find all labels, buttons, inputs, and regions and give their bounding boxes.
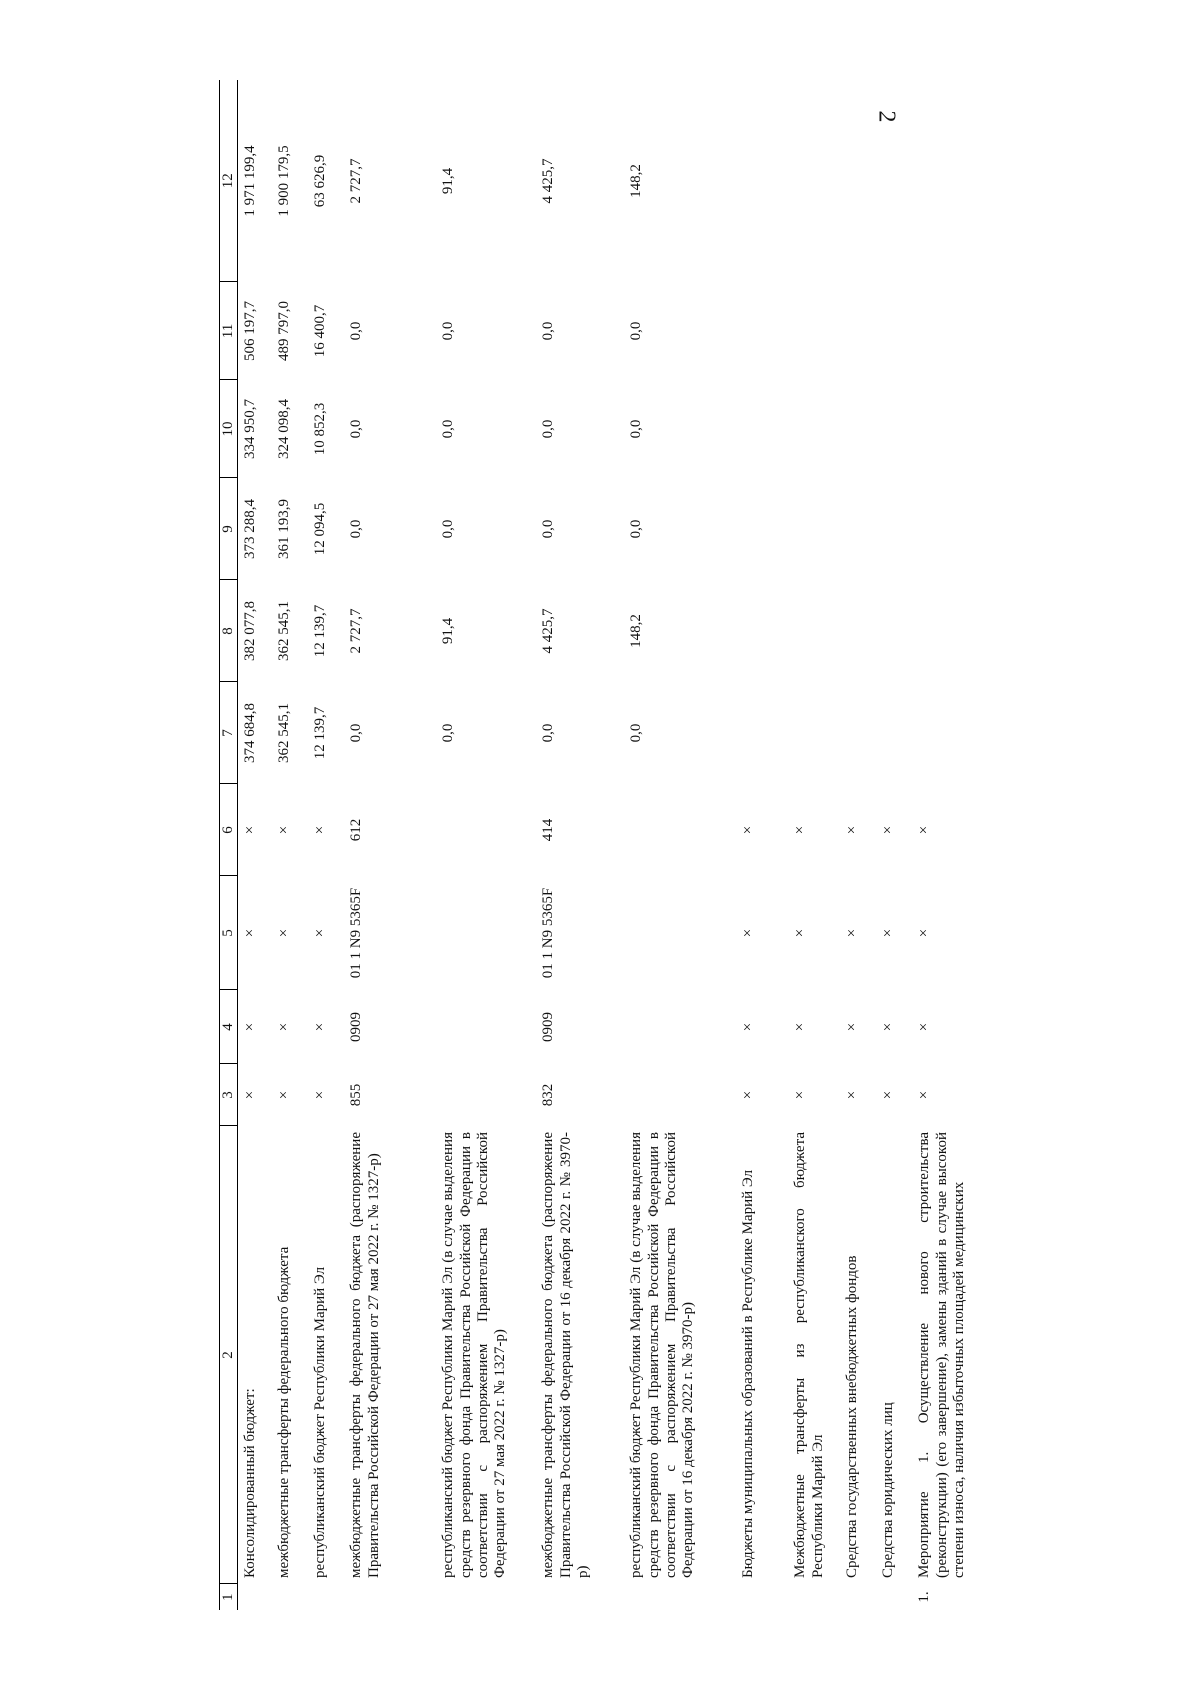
target-code: × [844, 928, 861, 938]
section-code: × [880, 1022, 897, 1032]
value-cell: 16 400,7 [312, 304, 329, 358]
value-cell: 2 727,7 [348, 608, 365, 654]
section-code: × [916, 1022, 933, 1032]
header-cell: 1 [220, 1584, 238, 1610]
value-cell [880, 682, 916, 784]
target-code: 01 1 N9 5365F [540, 887, 557, 979]
value-cell: 91,4 [440, 617, 457, 645]
expense-type-code: × [242, 825, 259, 835]
total-cell: 2 727,7 [348, 158, 365, 204]
grbs-code: 832 [540, 1083, 557, 1107]
value-cell: 0,0 [440, 419, 457, 439]
value-cell [844, 580, 880, 682]
target-code: × [276, 928, 293, 938]
source-name: республиканский бюджет Республики Марий Эл (в случае выделения средств резервного фонда Правительства Российской Федерации в соответствии с распоряжением Правительства Российской Федерации от 27 мая 2022 г. № 1327-р) [440, 1132, 508, 1578]
column-number-header [220, 80, 238, 1610]
table-row [312, 80, 348, 1610]
grbs-code: × [276, 1090, 293, 1100]
value-cell: 0,0 [628, 723, 645, 743]
header-cell: 10 [220, 380, 238, 478]
value-cell: 0,0 [628, 519, 645, 539]
value-cell: 12 139,7 [312, 706, 329, 760]
value-cell [880, 380, 916, 478]
source-name: республиканский бюджет Республики Марий Эл (в случае выделения средств резервного фонда Правительства Российской Федерации в соответствии с распоряжением Правительства Российской Федерации от 16 декабря 2022 г. № 3970-р) [628, 1132, 696, 1578]
rotated-page-content [219, 80, 1064, 1610]
value-cell [792, 478, 844, 580]
value-cell [880, 580, 916, 682]
target-code: 01 1 N9 5365F [348, 887, 365, 979]
header-cell: 3 [220, 1064, 238, 1126]
header-cell: 8 [220, 580, 238, 682]
row-number [844, 1584, 880, 1610]
section-code: × [312, 1022, 329, 1032]
table-row [628, 80, 740, 1610]
grbs-code [628, 1064, 740, 1126]
value-cell: 0,0 [348, 419, 365, 439]
total-cell [844, 80, 880, 282]
value-cell: 362 545,1 [276, 703, 293, 763]
source-name: межбюджетные трансферты федерального бюджета (распоряжение Правительства Российской Федерации от 27 мая 2022 г. № 1327-р) [348, 1132, 382, 1578]
target-code: × [880, 928, 897, 938]
row-number [880, 1584, 916, 1610]
value-cell [916, 282, 988, 380]
source-name: Средства государственных внебюджетных фондов [844, 1255, 861, 1578]
value-cell: 0,0 [540, 723, 557, 743]
grbs-code: × [844, 1090, 861, 1100]
value-cell: 12 094,5 [312, 502, 329, 556]
row-number [740, 1584, 792, 1610]
value-cell: 0,0 [440, 519, 457, 539]
header-cell: 2 [220, 1126, 238, 1584]
section-code: × [242, 1022, 259, 1032]
total-cell: 4 425,7 [540, 158, 557, 204]
section-code: 0909 [540, 1012, 557, 1042]
value-cell [740, 282, 792, 380]
value-cell: 12 139,7 [312, 604, 329, 658]
expense-type-code [440, 784, 540, 876]
table-row [440, 80, 540, 1610]
section-code: × [844, 1022, 861, 1032]
row-number [440, 1584, 540, 1610]
source-name: межбюджетные трансферты федерального бюджета (распоряжение Правительства Российской Федерации от 16 декабря 2022 г. № 3970-р) [540, 1132, 591, 1578]
value-cell: 4 425,7 [540, 608, 557, 654]
table-row [238, 80, 277, 1610]
expense-type-code: 612 [348, 818, 365, 842]
table-row [844, 80, 880, 1610]
value-cell [740, 380, 792, 478]
header-cell: 5 [220, 876, 238, 990]
table-row [348, 80, 440, 1610]
value-cell: 0,0 [628, 419, 645, 439]
total-cell [792, 80, 844, 282]
source-name: республиканский бюджет Республики Марий Эл [312, 1266, 329, 1578]
total-cell [916, 80, 988, 282]
source-name: Межбюджетные трансферты из республиканского бюджета Республики Марий Эл [792, 1132, 826, 1578]
grbs-code: 855 [348, 1083, 365, 1107]
value-cell [844, 380, 880, 478]
section-code: × [792, 1022, 809, 1032]
expense-type-code: × [312, 825, 329, 835]
value-cell: 0,0 [348, 723, 365, 743]
row-number: 1. [916, 1591, 933, 1603]
row-number [312, 1584, 348, 1610]
target-code [440, 876, 540, 990]
section-code: 0909 [348, 1012, 365, 1042]
header-cell: 12 [220, 80, 238, 282]
value-cell [880, 478, 916, 580]
expense-type-code: 414 [540, 818, 557, 842]
page-number: 2 [873, 110, 900, 123]
section-code: × [740, 1022, 757, 1032]
value-cell [844, 478, 880, 580]
header-cell: 9 [220, 478, 238, 580]
expense-type-code: × [880, 825, 897, 835]
value-cell [740, 580, 792, 682]
expense-type-code [628, 784, 740, 876]
value-cell: 0,0 [540, 321, 557, 341]
source-name: Бюджеты муниципальных образований в Республике Марий Эл [740, 1169, 757, 1578]
target-code: × [792, 928, 809, 938]
value-cell: 373 288,4 [242, 499, 259, 559]
value-cell: 0,0 [628, 321, 645, 341]
row-number [238, 1584, 277, 1610]
total-cell: 148,2 [628, 164, 645, 198]
value-cell: 362 545,1 [276, 601, 293, 661]
value-cell: 361 193,9 [276, 499, 293, 559]
value-cell [916, 478, 988, 580]
value-cell [740, 682, 792, 784]
total-cell [880, 80, 916, 282]
expense-type-code: × [844, 825, 861, 835]
expense-type-code: × [740, 825, 757, 835]
row-number [540, 1584, 628, 1610]
value-cell: 374 684,8 [242, 703, 259, 763]
grbs-code: × [916, 1090, 933, 1100]
value-cell: 324 098,4 [276, 399, 293, 459]
total-cell: 1 971 199,4 [242, 145, 259, 217]
value-cell: 0,0 [348, 321, 365, 341]
expense-type-code: × [276, 825, 293, 835]
row-number [628, 1584, 740, 1610]
value-cell: 489 797,0 [276, 301, 293, 361]
value-cell: 382 077,8 [242, 601, 259, 661]
value-cell [792, 682, 844, 784]
source-name: Консолидированный бюджет: [242, 1388, 259, 1578]
value-cell [792, 380, 844, 478]
value-cell [792, 282, 844, 380]
value-cell [916, 380, 988, 478]
budget-table [219, 80, 988, 1610]
value-cell: 0,0 [440, 321, 457, 341]
table-row [740, 80, 792, 1610]
value-cell [740, 478, 792, 580]
grbs-code: × [312, 1090, 329, 1100]
value-cell: 0,0 [540, 519, 557, 539]
value-cell [916, 682, 988, 784]
grbs-code: × [740, 1090, 757, 1100]
value-cell [880, 282, 916, 380]
row-number [348, 1584, 440, 1610]
table-row [276, 80, 312, 1610]
source-name: Средства юридических лиц [880, 1402, 897, 1578]
table-row [540, 80, 628, 1610]
value-cell: 0,0 [540, 419, 557, 439]
source-name: межбюджетные трансферты федерального бюджета [276, 1246, 293, 1578]
grbs-code [440, 1064, 540, 1126]
grbs-code: × [242, 1090, 259, 1100]
section-code [628, 990, 740, 1064]
value-cell [916, 580, 988, 682]
value-cell: 148,2 [628, 614, 645, 648]
table-row [916, 80, 988, 1610]
header-cell: 6 [220, 784, 238, 876]
value-cell: 10 852,3 [312, 402, 329, 456]
row-number [792, 1584, 844, 1610]
total-cell: 1 900 179,5 [276, 145, 293, 217]
value-cell: 334 950,7 [242, 399, 259, 459]
table-row [880, 80, 916, 1610]
section-code: × [276, 1022, 293, 1032]
value-cell: 0,0 [440, 723, 457, 743]
expense-type-code: × [792, 825, 809, 835]
source-name: Мероприятие 1. Осуществление нового строительства (реконструкции) (его завершение), замены зданий в случае высокой степени износа, наличия избыточных площадей медицинских [916, 1132, 967, 1578]
grbs-code: × [880, 1090, 897, 1100]
target-code: × [916, 928, 933, 938]
section-code [440, 990, 540, 1064]
value-cell [844, 682, 880, 784]
table-row [792, 80, 844, 1610]
row-number [276, 1584, 312, 1610]
grbs-code: × [792, 1090, 809, 1100]
expense-type-code: × [916, 825, 933, 835]
value-cell: 0,0 [348, 519, 365, 539]
value-cell: 506 197,7 [242, 301, 259, 361]
target-code [628, 876, 740, 990]
target-code: × [740, 928, 757, 938]
header-cell: 7 [220, 682, 238, 784]
value-cell [792, 580, 844, 682]
value-cell [844, 282, 880, 380]
header-cell: 4 [220, 990, 238, 1064]
target-code: × [242, 928, 259, 938]
total-cell: 63 626,9 [312, 154, 329, 208]
header-cell: 11 [220, 282, 238, 380]
target-code: × [312, 928, 329, 938]
total-cell: 91,4 [440, 167, 457, 195]
total-cell [740, 80, 792, 282]
